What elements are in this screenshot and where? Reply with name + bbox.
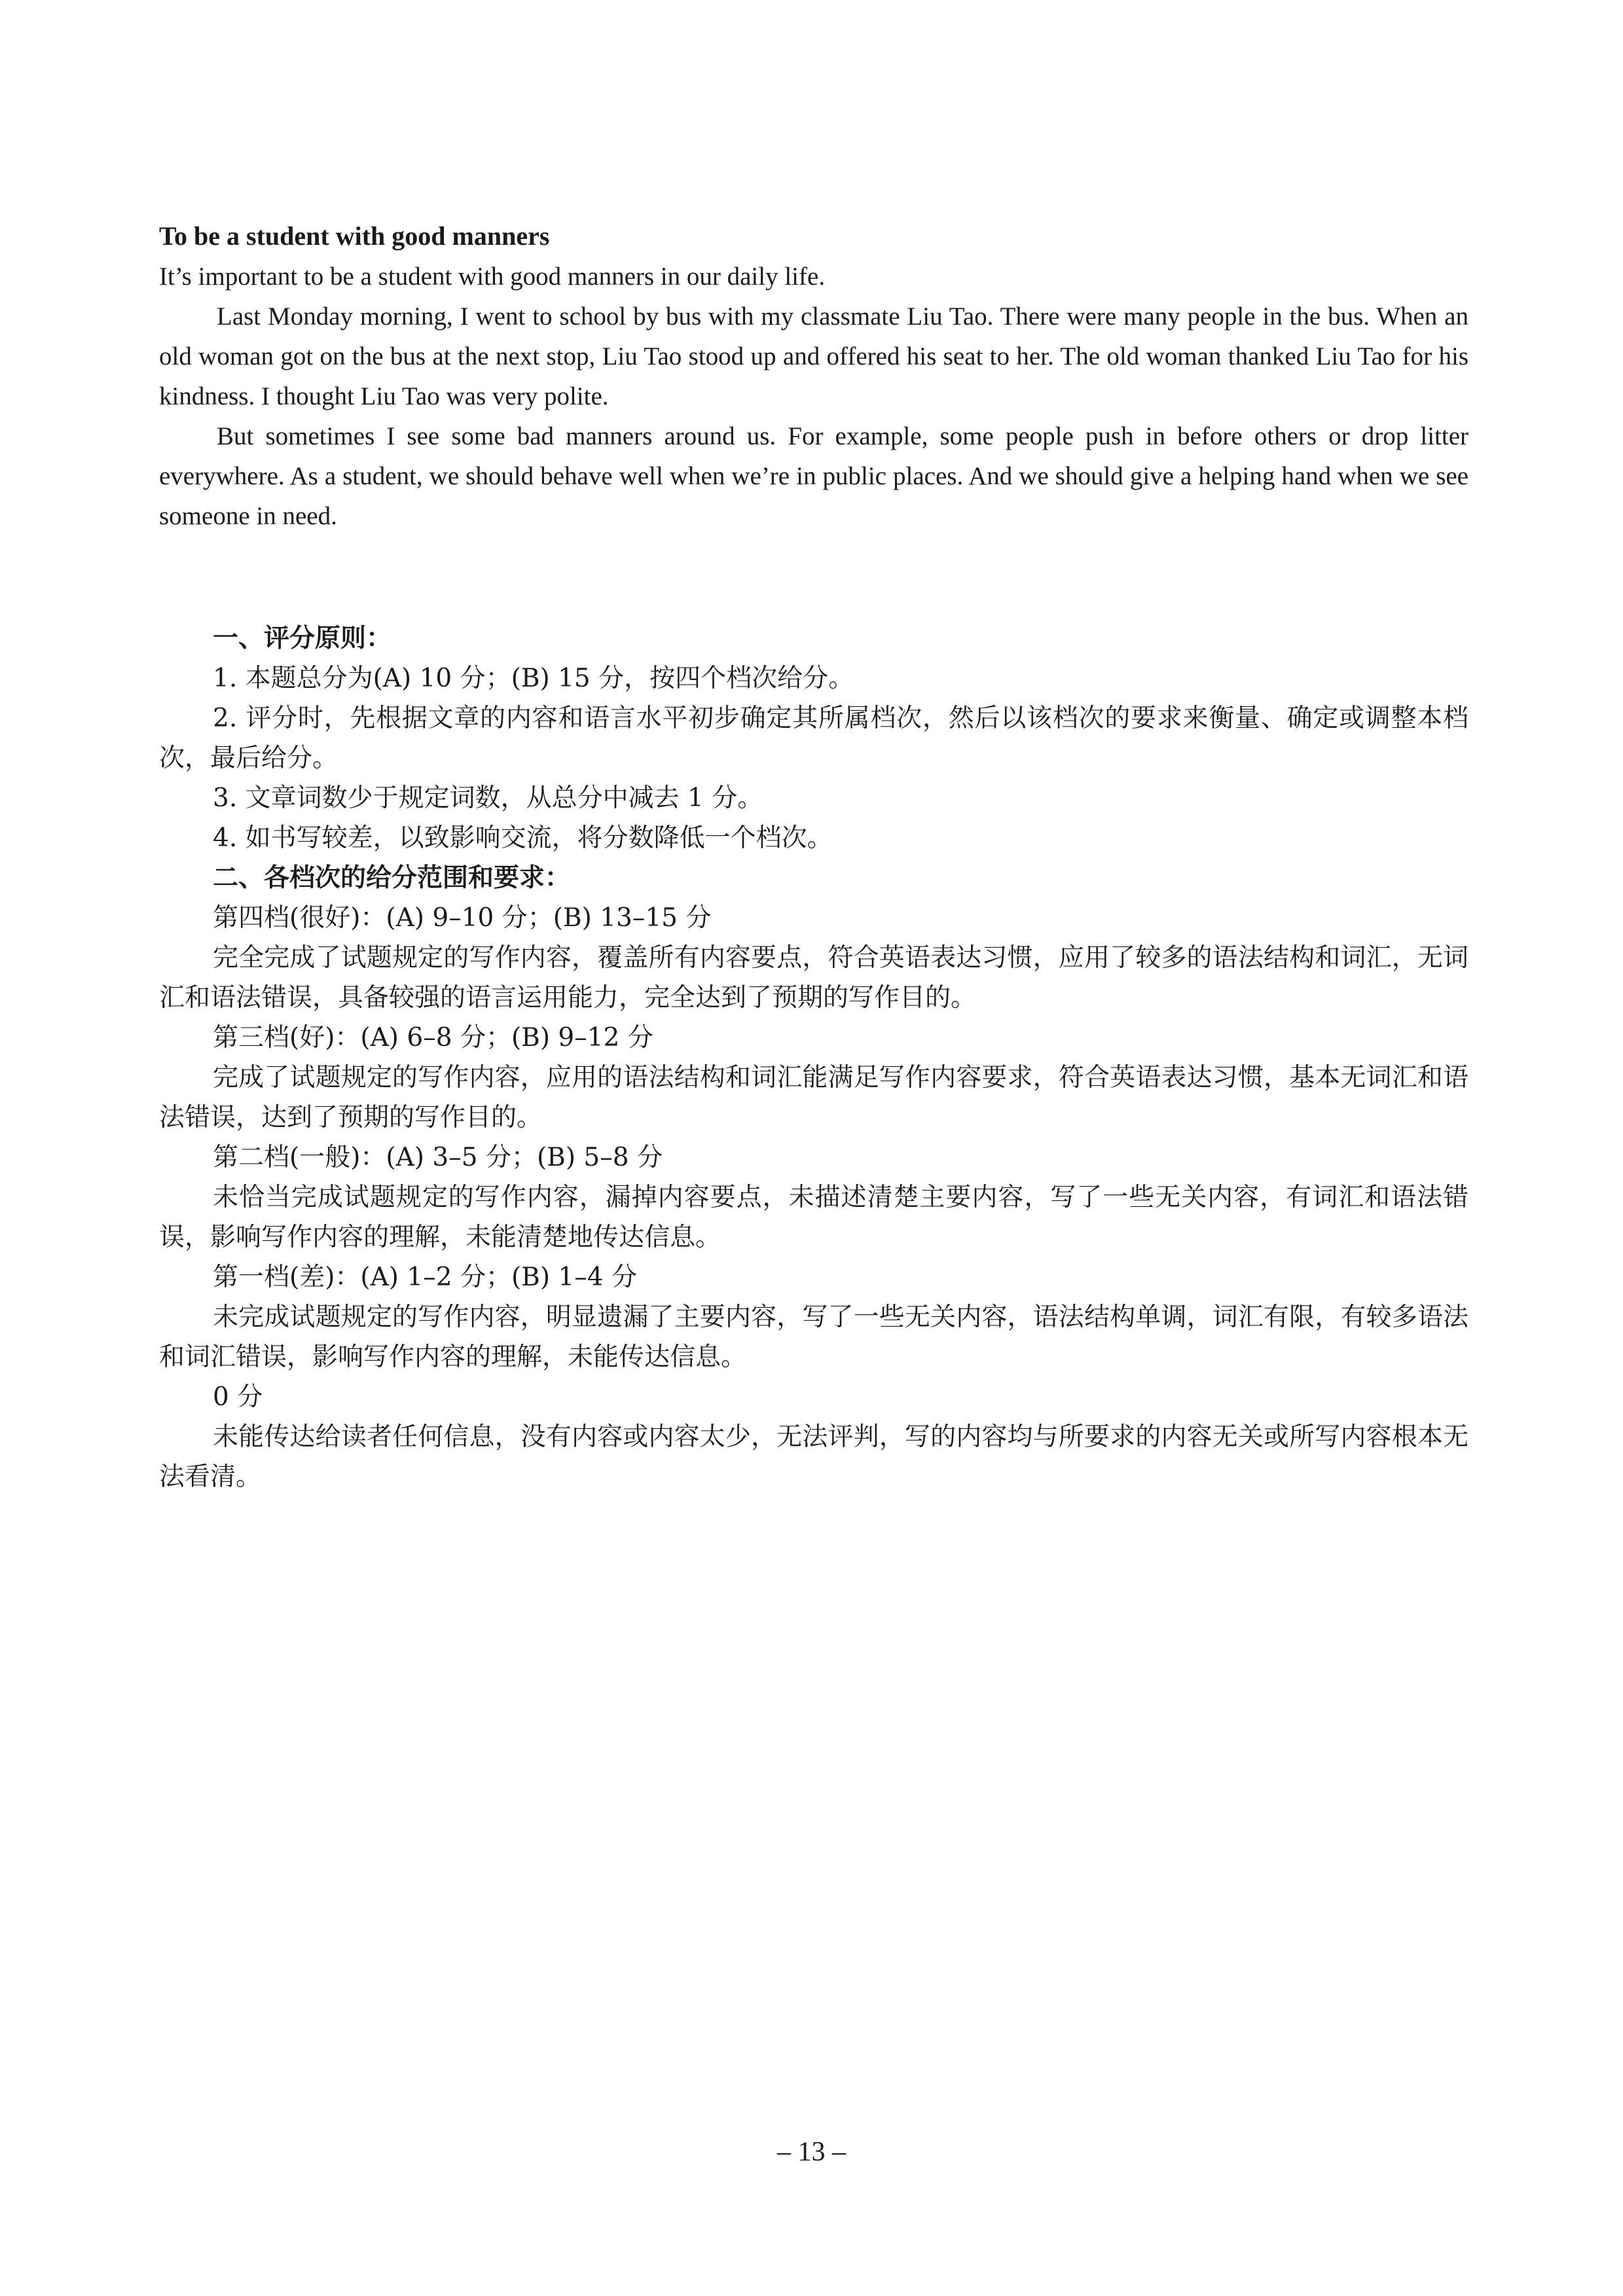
level-4-description: 完全完成了试题规定的写作内容，覆盖所有内容要点，符合英语表达习惯，应用了较多的语法结构和词汇，无词汇和语法错误，具备较强的语言运用能力，完全达到了预期的写作目的。 xyxy=(159,943,1468,1013)
level-3-description: 完成了试题规定的写作内容，应用的语法结构和词汇能满足写作内容要求，符合英语表达习惯，基本无词汇和语法错误，达到了预期的写作目的。 xyxy=(159,1063,1468,1132)
level-4-title: 第四档(很好)：(A) 9–10 分；(B) 13–15 分 xyxy=(213,903,712,933)
essay-paragraph-1: Last Monday morning, I went to school by bus with my classmate Liu Tao. There were many people in the bus. When an old woman got on the bus at the next stop, Liu Tao stood up and offered his seat to her. The old woman thanked Liu Tao for his kindness. I thought Liu Tao was very polite. xyxy=(159,302,1468,410)
level-2-description: 未恰当完成试题规定的写作内容，漏掉内容要点，未描述清楚主要内容，写了一些无关内容，有词汇和语法错误，影响写作内容的理解，未能清楚地传达信息。 xyxy=(159,1183,1468,1252)
principles-heading: 一、评分原则： xyxy=(213,624,392,653)
level-3-title: 第三档(好)：(A) 6–8 分；(B) 9–12 分 xyxy=(213,1023,653,1052)
essay-paragraph-2: But sometimes I see some bad manners around us. For example, some people push in before others or drop litter everywhere. As a student, we should behave well when we’re in public places. And we should give a helping hand when we see someone in need. xyxy=(159,422,1468,530)
essay-intro: It’s important to be a student with good manners in our daily life. xyxy=(159,262,826,291)
page-number: – 13 – xyxy=(777,2137,846,2167)
essay-title: To be a student with good manners xyxy=(159,221,550,251)
principle-item: 1. 本题总分为(A) 10 分；(B) 15 分，按四个档次给分。 xyxy=(213,664,854,693)
level-0-title: 0 分 xyxy=(213,1382,263,1412)
sample-essay xyxy=(159,216,1468,536)
level-1-description: 未完成试题规定的写作内容，明显遗漏了主要内容，写了一些无关内容，语法结构单调，词汇有限，有较多语法和词汇错误，影响写作内容的理解，未能传达信息。 xyxy=(159,1302,1468,1372)
level-0-description: 未能传达给读者任何信息，没有内容或内容太少，无法评判，写的内容均与所要求的内容无关或所写内容根本无法看清。 xyxy=(159,1422,1468,1492)
levels-heading: 二、各档次的给分范围和要求： xyxy=(213,863,571,893)
principle-item: 3. 文章词数少于规定词数，从总分中减去 1 分。 xyxy=(213,783,763,813)
marking-criteria xyxy=(159,619,1468,1497)
principle-item: 2. 评分时，先根据文章的内容和语言水平初步确定其所属档次，然后以该档次的要求来衡量、确定或调整本档次，最后给分。 xyxy=(159,704,1468,773)
level-1-title: 第一档(差)：(A) 1–2 分；(B) 1–4 分 xyxy=(213,1263,637,1292)
principle-item: 4. 如书写较差，以致影响交流，将分数降低一个档次。 xyxy=(213,823,833,853)
level-2-title: 第二档(一般)：(A) 3–5 分；(B) 5–8 分 xyxy=(213,1143,663,1172)
